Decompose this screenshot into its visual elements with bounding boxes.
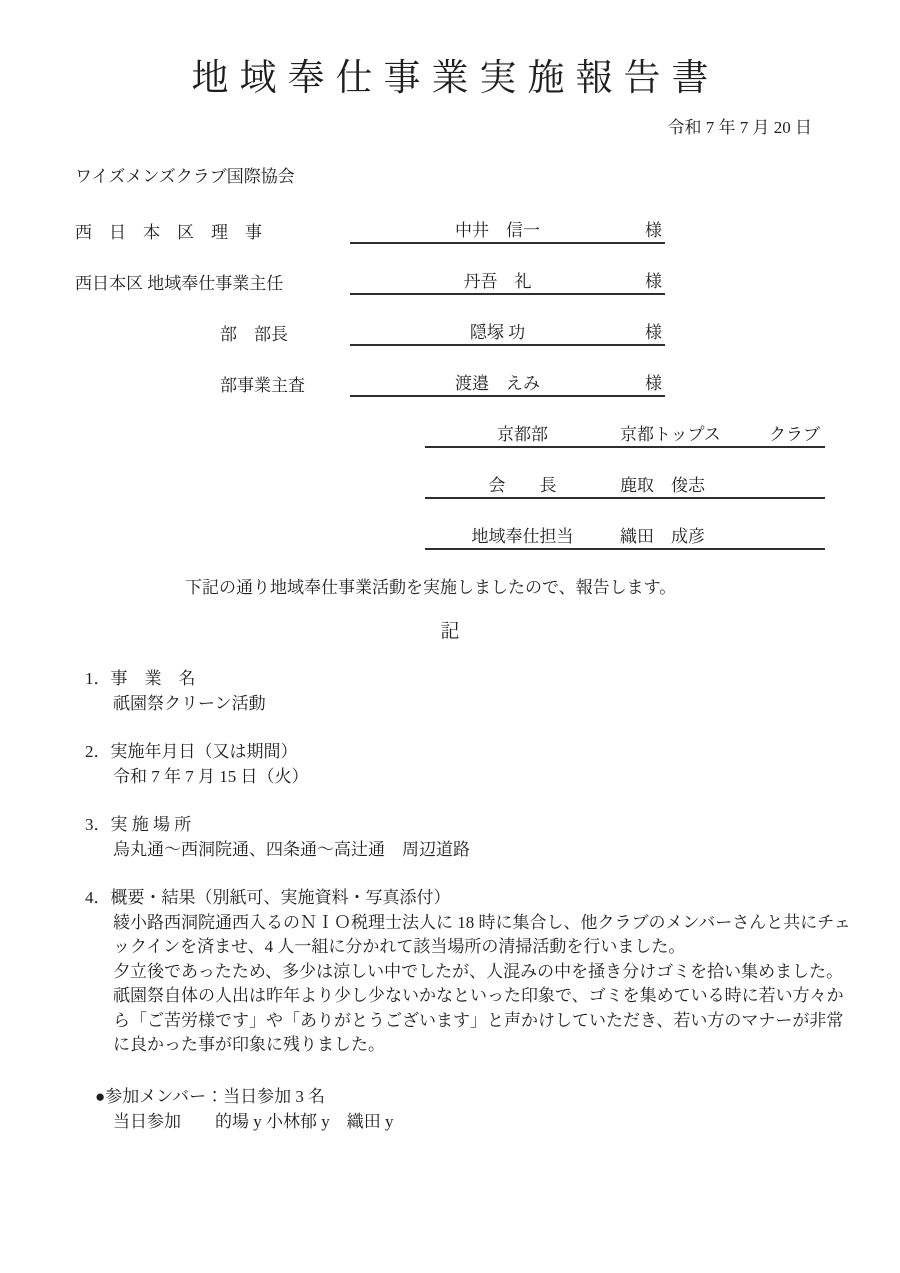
recipient-name: 丹吾 礼 <box>463 272 532 291</box>
participants-summary-text: 参加メンバー：当日参加 3 名 <box>105 1086 326 1106</box>
item-header <box>75 813 825 838</box>
recipient-name: 渡邉 えみ <box>455 374 540 393</box>
intro-sentence: 下記の通り地域奉仕事業活動を実施しましたので、報告します。 <box>185 578 677 597</box>
report-items <box>75 667 851 1058</box>
honorific-label: 様 <box>645 323 662 342</box>
sender-row <box>425 525 825 550</box>
recipient-title-label: 部事業主査 <box>220 376 305 395</box>
summary-paragraph: 綾小路西洞院通西入るのＮＩＯ税理士法人に 18 時に集合し、他クラブのメンバーさんと共にチェックインを済ませ、4 人一組に分かれて該当場所の清掃活動を行いました。 <box>113 912 851 956</box>
sender-role-label: 地域奉仕担当 <box>471 527 574 546</box>
honorific-label: 様 <box>645 221 662 240</box>
document-title: 地域奉仕事業実施報告書 <box>191 58 720 99</box>
sender-row <box>425 423 825 448</box>
item-location <box>75 813 825 862</box>
item-header <box>75 740 825 765</box>
item-date <box>75 740 825 789</box>
recipient-name-field <box>350 219 665 244</box>
item-heading: 実 施 場 所 <box>110 815 192 834</box>
recipient-name: 中井 信一 <box>455 221 540 240</box>
recipient-row <box>75 270 825 295</box>
sender-role-label: 会 長 <box>488 476 557 495</box>
recipient-name-field <box>350 321 665 346</box>
item-number: 3． <box>85 815 111 834</box>
item-heading: 概要・結果（別紙可、実施資料・写真添付） <box>110 888 451 907</box>
item-project-name <box>75 667 825 716</box>
item-heading: 実施年月日（又は期間） <box>110 742 298 761</box>
participants-detail-line: 当日参加 的場 y 小林郁 y 織田 y <box>113 1111 394 1131</box>
item-summary-results <box>75 886 851 1058</box>
recipient-title-label: 西 日 本 区 理 事 <box>75 223 262 242</box>
recipient-name: 隠塚 功 <box>469 323 526 342</box>
sender-row <box>425 474 825 499</box>
sender-club-name: 京都トップス <box>620 425 721 444</box>
sender-signature-field <box>425 474 825 499</box>
honorific-label: 様 <box>645 374 662 393</box>
item-header <box>75 886 825 911</box>
organization-name: ワイズメンズクラブ国際協会 <box>75 167 295 186</box>
summary-paragraph: 祇園祭自体の人出は昨年より少し少ないかなといった印象で、ゴミを集めている時に若い方々から「ご苦労様です」や「ありがとうございます」と声かけしていただき、若い方のマナーが非常に良かった事が印象に残りました。 <box>113 986 844 1054</box>
item-heading: 事 業 名 <box>110 669 196 688</box>
recipient-name-field <box>350 270 665 295</box>
item-content-line: 烏丸通～西洞院通、四条通～高辻通 周辺道路 <box>113 839 470 859</box>
recipient-row <box>75 321 825 346</box>
summary-paragraph: 夕立後であったため、多少は涼しい中でしたが、人混みの中を掻き分けゴミを拾い集めました。 <box>113 961 844 981</box>
recipient-title-label: 部 部長 <box>220 325 288 344</box>
item-content <box>113 838 853 863</box>
item-header <box>75 667 825 692</box>
ki-heading: 記 <box>440 621 468 642</box>
sender-person-name: 織田 成彦 <box>620 527 705 546</box>
document-date: 令和 7 年 7 月 20 日 <box>667 118 812 137</box>
honorific-label: 様 <box>645 272 662 291</box>
item-content <box>113 911 853 1058</box>
sender-person-name: 鹿取 俊志 <box>620 476 705 495</box>
item-number: 1． <box>85 669 111 688</box>
sender-signature-field <box>425 525 825 550</box>
sender-signature-field <box>425 423 825 448</box>
recipient-row <box>75 372 825 397</box>
participants-block <box>75 1084 825 1134</box>
recipient-row <box>75 219 825 244</box>
participants-summary-line <box>75 1084 825 1109</box>
item-content-line: 祇園祭クリーン活動 <box>113 693 266 713</box>
bullet-marker: ● <box>95 1086 106 1106</box>
sender-club-suffix: クラブ <box>769 425 820 444</box>
sender-block <box>75 423 825 550</box>
item-content-line: 令和 7 年 7 月 15 日（火） <box>113 766 309 786</box>
item-number: 2． <box>85 742 111 761</box>
recipient-block <box>75 219 825 397</box>
item-content <box>113 692 853 717</box>
recipient-title-label: 西日本区 地域奉仕事業主任 <box>75 274 284 293</box>
sender-part-label: 京都部 <box>497 425 548 444</box>
recipient-name-field <box>350 372 665 397</box>
item-content <box>113 765 853 790</box>
item-number: 4． <box>85 888 111 907</box>
